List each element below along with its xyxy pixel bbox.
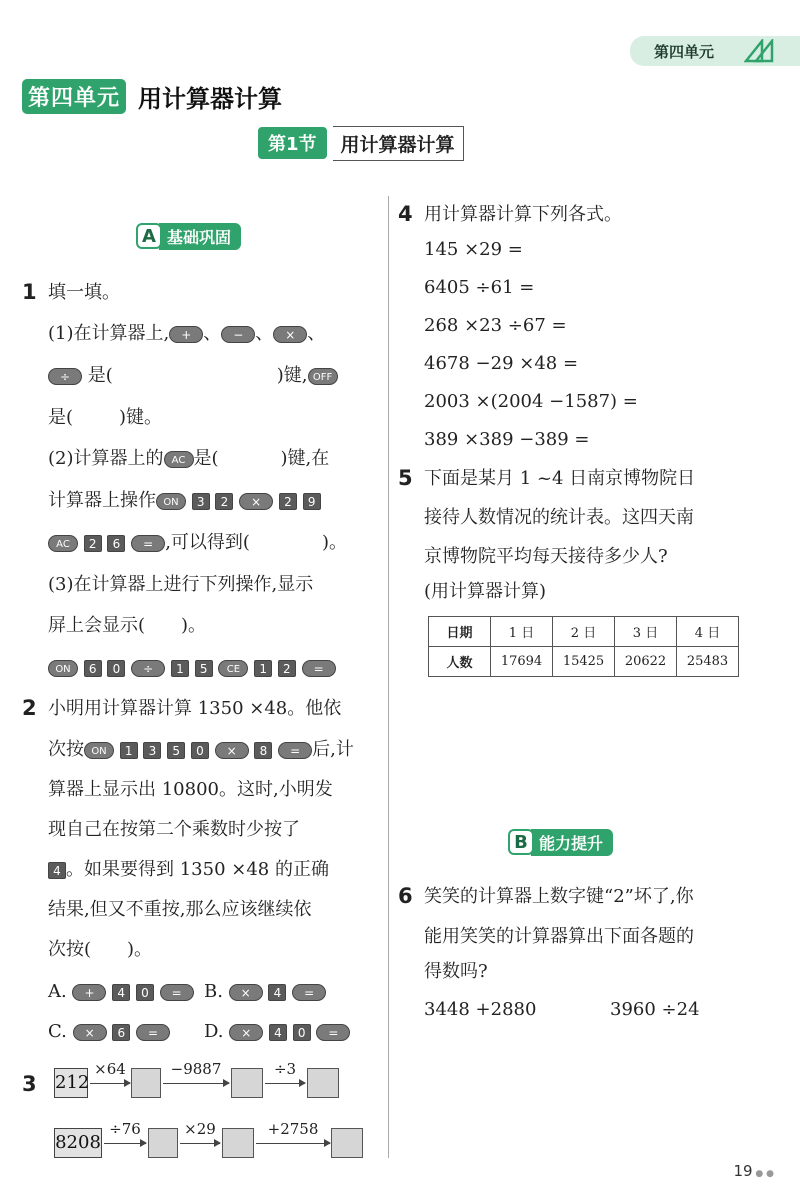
level-b-text: 能力提升 [531,829,613,856]
table-row [429,617,739,647]
divide-key: ÷ [131,660,165,677]
answer-box[interactable] [148,1128,178,1158]
digit-key: 2 [278,660,296,677]
q1-stem: 填一填。 [48,282,120,303]
chain1-op-1: ×64 [94,1060,126,1078]
equals-key: = [278,742,312,759]
q6-expr-1: 3448 +2880 [424,999,537,1020]
q1-part1-line1: (1)在计算器上, + 、 − 、 × 、 [48,323,326,344]
level-b-letter: B [508,829,534,855]
answer-box[interactable] [131,1068,161,1098]
unit-tab-label: 第四单元 [654,43,715,61]
times-key: × [73,1024,107,1041]
digit-key: 5 [167,742,185,759]
q1-part3-line1: (3)在计算器上进行下列操作,显示 [48,574,314,595]
digit-key: 6 [112,1024,130,1041]
chain2-op-1: ÷76 [109,1120,141,1138]
table-row-header: 人数 [429,647,491,677]
chain1-start: 212 [54,1068,88,1098]
chain1-op-3: ÷3 [273,1060,297,1078]
q2-option-d: D. × 4 0 = [204,1020,350,1044]
table-cell: 2 日 [553,617,615,647]
digit-key: 6 [107,535,125,552]
question-number-3: 3 [22,1072,37,1096]
q2-line2: 次按 ON 1 3 5 0 × 8 = 后,计 [48,739,354,760]
column-divider [388,196,389,1158]
off-key: OFF [308,368,338,385]
table-cell: 25483 [677,647,739,677]
equals-key: = [302,660,336,677]
digit-key: 0 [293,1024,311,1041]
q1-part3-keys [48,656,336,680]
chain-arrow [265,1083,305,1084]
level-a-text: 基础巩固 [159,223,241,250]
digit-key: 4 [48,862,66,879]
digit-key: 5 [195,660,213,677]
equals-key: = [160,984,194,1001]
digit-key: 4 [268,984,286,1001]
question-number-4: 4 [398,202,413,226]
unit-chip: 第四单元 [22,79,126,114]
digit-key: 1 [120,742,138,759]
table-row-header: 日期 [429,617,491,647]
minus-key: − [221,326,255,343]
question-number-1: 1 [22,280,37,304]
times-key: × [229,1024,263,1041]
digit-key: 8 [254,742,272,759]
q1-part1-line3: 是( )键。 [48,407,163,428]
chain-arrow [104,1143,146,1144]
chain1-op-2: −9887 [170,1060,222,1078]
digit-key: 4 [269,1024,287,1041]
q2-line5: 4 。如果要得到 1350 ×48 的正确 [48,858,329,882]
q4-item-6: 389 ×389 −389 = [424,429,590,450]
chain2-op-3: +2758 [267,1120,319,1138]
q5-line3: 京博物院平均每天接待多少人? [424,546,668,567]
digit-key: 9 [303,493,321,510]
q2-line7: 次按( )。 [48,939,153,960]
digit-key: 3 [143,742,161,759]
digit-key: 1 [254,660,272,677]
q1-part2-line1: (2)计算器上的 AC 是( )键,在 [48,448,330,469]
q2-line1: 小明用计算器计算 1350 ×48。他依 [48,698,342,719]
question-number-6: 6 [398,884,413,908]
digit-key: 1 [171,660,189,677]
times-key: × [229,984,263,1001]
unit-title-row [22,78,282,114]
table-cell: 3 日 [615,617,677,647]
q6-line2: 能用笑笑的计算器算出下面各题的 [424,926,694,947]
q4-item-4: 4678 −29 ×48 = [424,353,579,374]
question-number-5: 5 [398,466,413,490]
q6-expr-2: 3960 ÷24 [610,999,700,1020]
q2-option-a: A. + 4 0 = [48,980,194,1004]
digit-key: 0 [107,660,125,677]
q1-part2-line2: 计算器上操作 ON 3 2 × 2 9 [48,489,321,513]
section-title-row [258,126,464,160]
chain-arrow [163,1083,229,1084]
visitor-table [428,616,739,677]
table-cell: 4 日 [677,617,739,647]
digit-key: 2 [279,493,297,510]
q6-line3: 得数吗? [424,961,488,982]
q1-part1-line2: ÷ 是( )键, OFF [48,364,338,388]
level-a-badge [136,222,241,250]
chain-arrow [256,1143,330,1144]
q1-part2-line3: AC 2 6 = ,可以得到( )。 [48,531,347,555]
divide-key: ÷ [48,368,82,385]
page-title: 用计算器计算 [138,84,283,113]
q6-line1: 笑笑的计算器上数字键“2”坏了,你 [424,886,694,907]
chain2-op-2: ×29 [184,1120,216,1138]
digit-key: 2 [84,535,102,552]
digit-key: 3 [192,493,210,510]
table-cell: 15425 [553,647,615,677]
equals-key: = [292,984,326,1001]
q2-line3: 算器上显示出 10800。这时,小明发 [48,779,333,800]
digit-key: 6 [84,660,102,677]
equals-key: = [131,535,165,552]
q4-item-5: 2003 ×(2004 −1587) = [424,391,638,412]
times-key: × [215,742,249,759]
answer-box[interactable] [231,1068,263,1098]
table-cell: 1 日 [491,617,553,647]
plus-key: + [72,984,106,1001]
question-number-2: 2 [22,696,37,720]
q5-line4: (用计算器计算) [424,581,547,602]
q2-option-c: C. × 6 = [48,1020,170,1044]
q4-item-2: 6405 ÷61 = [424,277,535,298]
digit-key: 4 [112,984,130,1001]
answer-box[interactable] [222,1128,254,1158]
digit-key: 0 [191,742,209,759]
ac-key: AC [48,535,78,552]
table-cell: 20622 [615,647,677,677]
digit-key: 2 [215,493,233,510]
q2-line6: 结果,但又不重按,那么应该继续依 [48,899,312,920]
ruler-triangle-icon [744,39,778,63]
page-number: 19 ● ● [733,1162,774,1180]
q4-item-1: 145 ×29 = [424,239,523,260]
section-chip: 第1节 [258,127,327,159]
table-cell: 17694 [491,647,553,677]
q5-line2: 接待人数情况的统计表。这四天南 [424,507,694,528]
on-key: ON [84,742,114,759]
on-key: ON [156,493,186,510]
q5-line1: 下面是某月 1 ~4 日南京博物院日 [424,468,696,489]
level-b-badge [508,828,613,856]
chain-arrow [90,1083,130,1084]
times-key: × [273,326,307,343]
q4-stem: 用计算器计算下列各式。 [424,204,622,225]
on-key: ON [48,660,78,677]
times-key: × [239,493,273,510]
table-row [429,647,739,677]
ce-key: CE [218,660,248,677]
chain-arrow [180,1143,220,1144]
answer-box[interactable] [331,1128,363,1158]
q1-part3-line2: 屏上会显示( )。 [48,615,207,636]
equals-key: = [316,1024,350,1041]
level-a-letter: A [136,223,162,249]
equals-key: = [136,1024,170,1041]
section-title: 用计算器计算 [333,126,464,161]
chain2-start: 8208 [54,1128,102,1158]
q4-item-3: 268 ×23 ÷67 = [424,315,567,336]
q2-line4: 现自己在按第二个乘数时少按了 [48,819,300,840]
plus-key: + [169,326,203,343]
ac-key: AC [164,451,194,468]
digit-key: 0 [136,984,154,1001]
answer-box[interactable] [307,1068,339,1098]
unit-tab [630,36,800,66]
q2-option-b: B. × 4 = [204,980,326,1004]
